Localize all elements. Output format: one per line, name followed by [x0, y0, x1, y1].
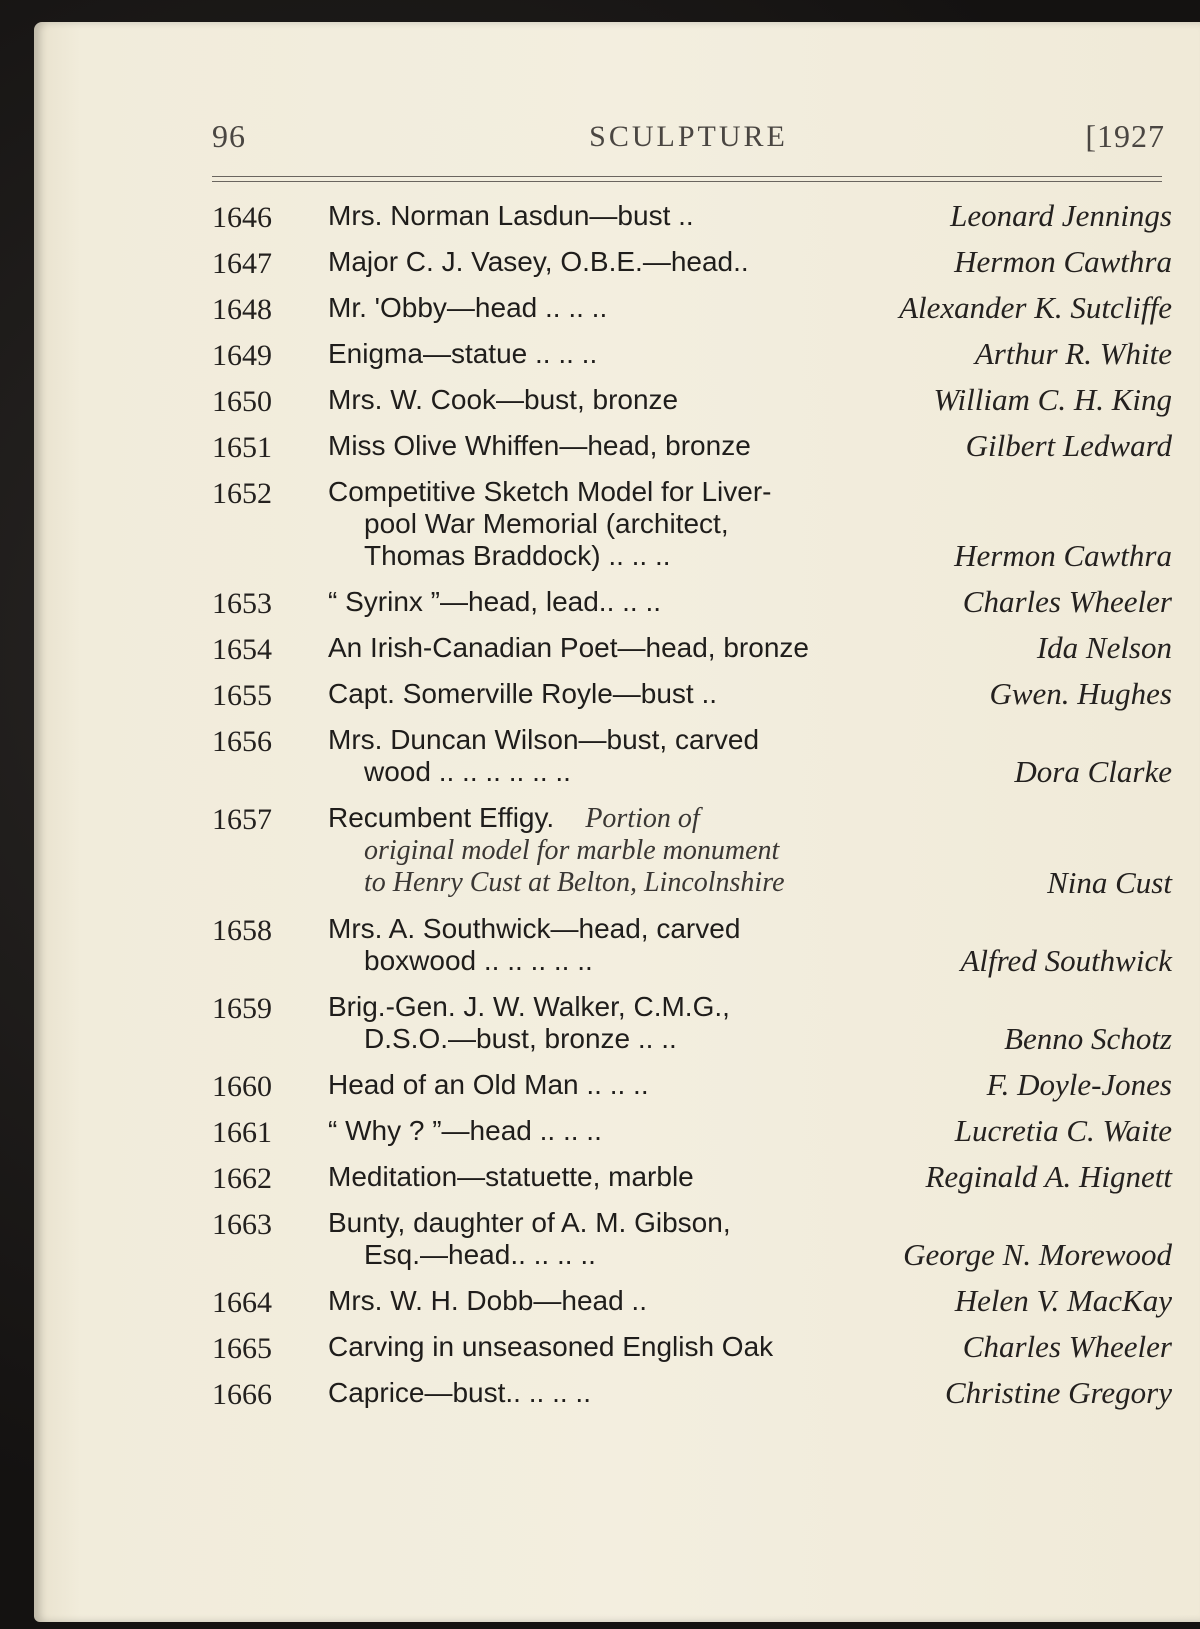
entry-artist: Hermon Cawthra — [954, 244, 1172, 279]
entry-artist: F. Doyle-Jones — [986, 1067, 1172, 1102]
entry-title-line: Mrs. Duncan Wilson—bust, carved — [328, 724, 760, 755]
entry-title-line: Brig.-Gen. J. W. Walker, C.M.G., — [328, 991, 730, 1022]
entry-title — [328, 802, 1172, 899]
entry-title-line: Thomas Braddock) .. .. .. — [364, 540, 671, 571]
entry-number: 1665 — [212, 1332, 272, 1365]
entry-title-line: An Irish-Canadian Poet—head, bronze — [328, 632, 809, 663]
entry-title-line: Caprice—bust.. .. .. .. — [328, 1377, 591, 1408]
entry-title-line: Meditation—statuette, marble — [328, 1161, 694, 1192]
entry-title-line: Head of an Old Man .. .. .. — [328, 1069, 649, 1100]
catalogue-entry — [212, 1069, 1172, 1101]
entry-title-line: Mr. 'Obby—head .. .. .. — [328, 292, 608, 323]
catalogue-entry — [212, 200, 1172, 232]
catalogue-entry — [212, 1331, 1172, 1363]
catalogue-entry — [212, 1285, 1172, 1317]
entry-number: 1664 — [212, 1286, 272, 1319]
entry-number: 1661 — [212, 1116, 272, 1149]
entry-title-line: Carving in unseasoned English Oak — [328, 1331, 774, 1362]
entry-title-line: D.S.O.—bust, bronze .. .. — [364, 1023, 677, 1054]
entry-title-line: Major C. J. Vasey, O.B.E.—head.. — [328, 246, 749, 277]
entry-artist: George N. Morewood — [903, 1237, 1172, 1272]
entry-title-line: “ Syrinx ”—head, lead.. .. .. — [328, 586, 662, 617]
entry-number: 1662 — [212, 1162, 272, 1195]
catalogue-entry — [212, 678, 1172, 710]
entry-title-line: to Henry Cust at Belton, Lincolnshire — [364, 867, 785, 898]
entry-artist: Nina Cust — [1047, 865, 1172, 900]
entry-number: 1651 — [212, 431, 272, 464]
entry-artist: Christine Gregory — [944, 1375, 1172, 1410]
entry-number: 1647 — [212, 247, 272, 280]
entry-artist: Benno Schotz — [1004, 1021, 1172, 1056]
entry-title-line: pool War Memorial (architect, — [364, 508, 729, 539]
entry-number: 1654 — [212, 633, 272, 666]
entry-artist: Helen V. MacKay — [954, 1283, 1172, 1318]
entry-artist: Reginald A. Hignett — [925, 1159, 1172, 1194]
entry-number: 1659 — [212, 992, 272, 1025]
entry-artist: Gwen. Hughes — [989, 676, 1172, 711]
entry-artist: Dora Clarke — [1014, 754, 1172, 789]
catalogue-entry — [212, 991, 1172, 1055]
catalogue-entry — [212, 586, 1172, 618]
entry-title-text: Recumbent Effigy. — [328, 802, 555, 833]
entry-title-line: Mrs. W. H. Dobb—head .. — [328, 1285, 647, 1316]
catalogue-entry — [212, 1377, 1172, 1409]
entry-title-line: wood .. .. .. .. .. .. — [364, 756, 571, 787]
entry-number: 1656 — [212, 725, 272, 758]
entry-title-line: Mrs. W. Cook—bust, bronze — [328, 384, 679, 415]
catalogue-entry — [212, 632, 1172, 664]
catalogue-entry — [212, 1115, 1172, 1147]
entry-number: 1648 — [212, 293, 272, 326]
page-number: 96 — [212, 118, 246, 154]
catalogue-entry — [212, 246, 1172, 278]
entry-title-line: Mrs. A. Southwick—head, carved — [328, 913, 741, 944]
entry-artist: Charles Wheeler — [962, 1329, 1172, 1364]
entry-title-line — [328, 802, 918, 835]
entry-number: 1663 — [212, 1208, 272, 1241]
entry-title-line: Mrs. Norman Lasdun—bust .. — [328, 200, 694, 231]
page-header — [212, 118, 1165, 162]
entry-title-line: “ Why ? ”—head .. .. .. — [328, 1115, 602, 1146]
entry-title-line: boxwood .. .. .. .. .. — [364, 945, 593, 976]
catalogue-entry — [212, 802, 1172, 899]
running-title: SCULPTURE — [589, 120, 788, 153]
entry-title-line: Enigma—statue .. .. .. — [328, 338, 598, 369]
entry-artist: Alexander K. Sutcliffe — [899, 290, 1172, 325]
catalogue-entry — [212, 913, 1172, 977]
catalogue-entry — [212, 724, 1172, 788]
entry-artist: Charles Wheeler — [962, 584, 1172, 619]
catalogue-entry — [212, 338, 1172, 370]
catalogue-entry — [212, 1207, 1172, 1271]
entry-title-line: Bunty, daughter of A. M. Gibson, — [328, 1207, 731, 1238]
entry-number: 1657 — [212, 803, 272, 836]
entry-number: 1666 — [212, 1378, 272, 1411]
catalogue-list — [212, 200, 1172, 1423]
entry-artist: William C. H. King — [933, 382, 1172, 417]
entry-artist: Leonard Jennings — [950, 198, 1172, 233]
catalogue-entry — [212, 1161, 1172, 1193]
entry-number: 1652 — [212, 477, 272, 510]
entry-artist: Gilbert Ledward — [965, 428, 1172, 463]
entry-number: 1660 — [212, 1070, 272, 1103]
entry-number: 1655 — [212, 679, 272, 712]
entry-number: 1646 — [212, 201, 272, 234]
catalogue-entry — [212, 292, 1172, 324]
entry-artist: Lucretia C. Waite — [954, 1113, 1172, 1148]
entry-title-line: Competitive Sketch Model for Liver- — [328, 476, 772, 507]
catalogue-entry — [212, 384, 1172, 416]
header-rule-top — [212, 176, 1162, 177]
header-year: [1927 — [1085, 118, 1165, 154]
entry-title-italic: Portion of — [585, 803, 700, 834]
entry-artist: Ida Nelson — [1036, 630, 1172, 665]
entry-title-line: Miss Olive Whiffen—head, bronze — [328, 430, 751, 461]
entry-number: 1658 — [212, 914, 272, 947]
entry-number: 1653 — [212, 587, 272, 620]
entry-title-line: Esq.—head.. .. .. .. — [364, 1239, 596, 1270]
entry-title-line: Capt. Somerville Royle—bust .. — [328, 678, 718, 709]
entry-artist: Alfred Southwick — [960, 943, 1172, 978]
catalogue-entry — [212, 476, 1172, 572]
catalogue-entry — [212, 430, 1172, 462]
entry-number: 1650 — [212, 385, 272, 418]
entry-artist: Arthur R. White — [974, 336, 1172, 371]
entry-number: 1649 — [212, 339, 272, 372]
header-rule-bottom — [212, 181, 1162, 182]
entry-artist: Hermon Cawthra — [954, 538, 1172, 573]
entry-title-line: original model for marble monument — [364, 835, 780, 866]
